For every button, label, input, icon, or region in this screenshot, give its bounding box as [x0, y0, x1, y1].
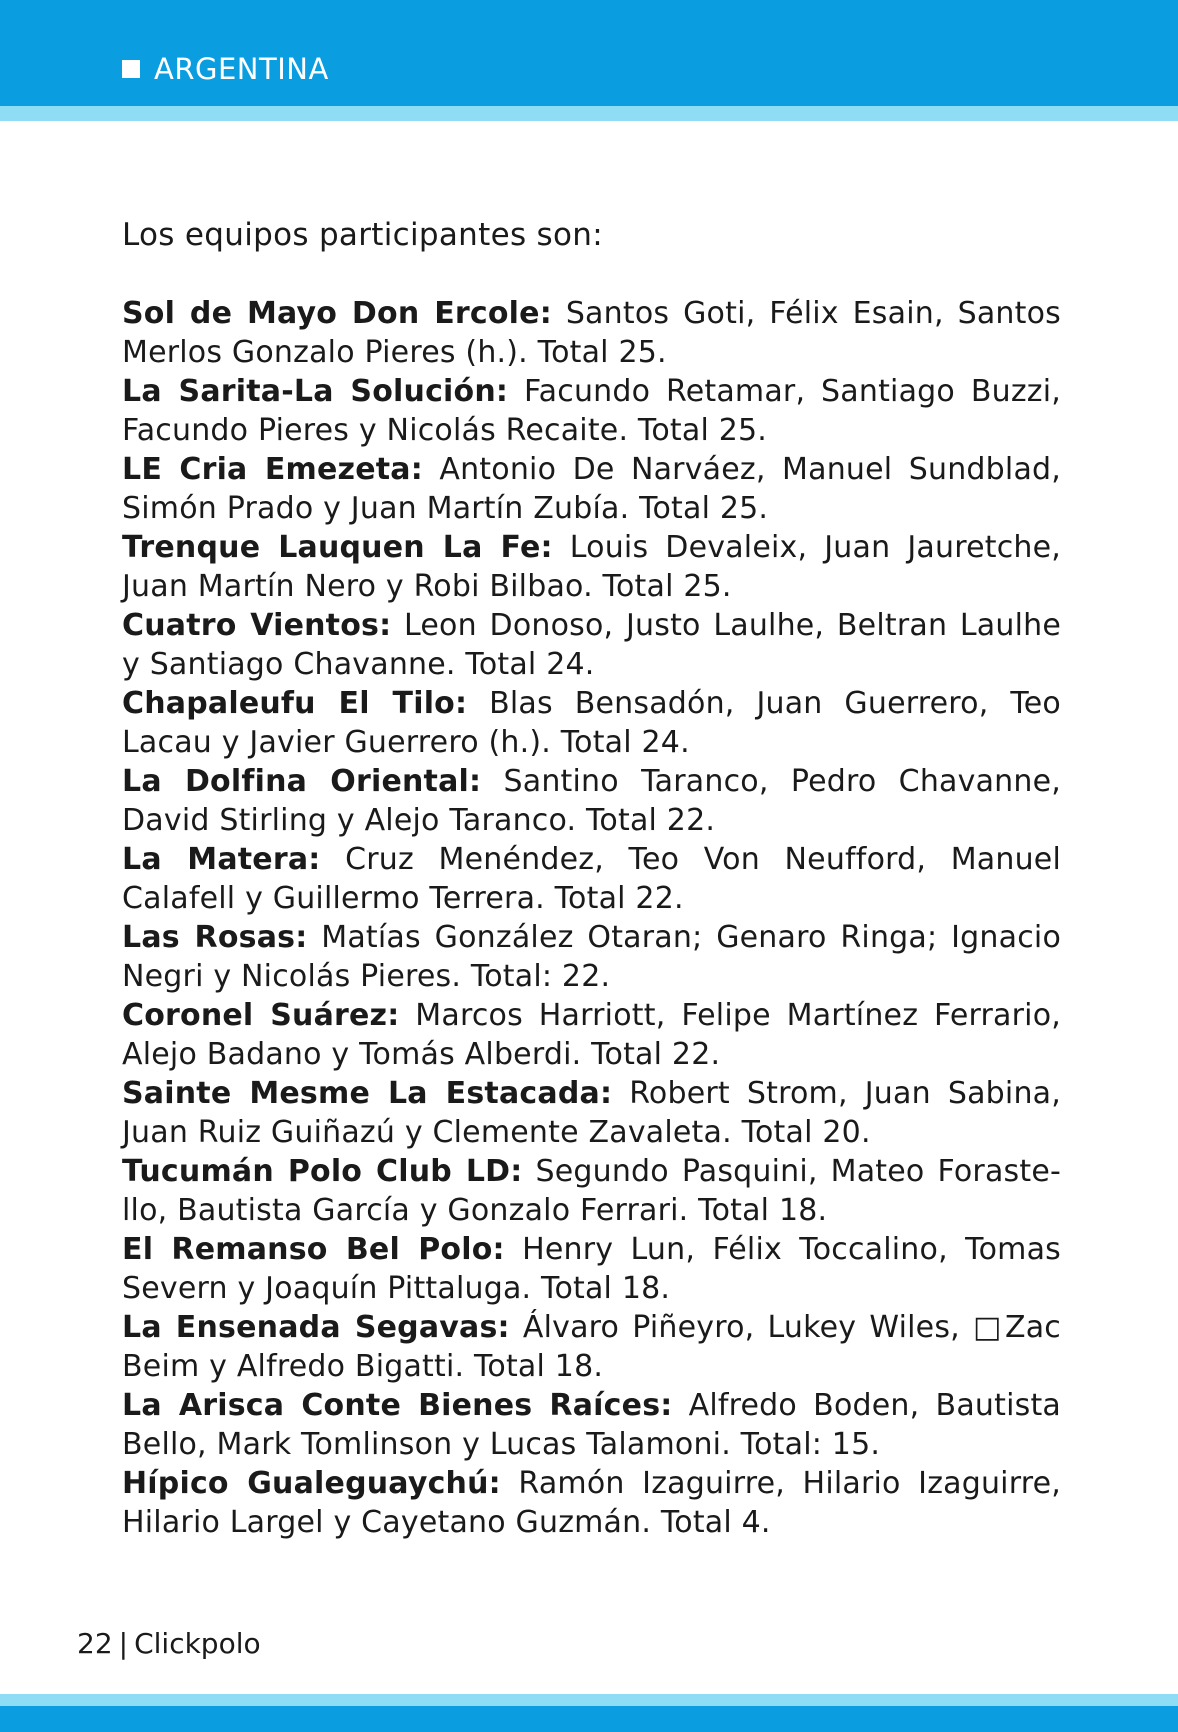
team-players: Matías González Otaran; Genaro Ringa; Ignacio Negri y Nicolás Pieres. [122, 920, 1061, 994]
team-name: Sainte Mesme La Estacada: [122, 1076, 613, 1111]
team-entry [122, 450, 1061, 528]
team-entry [122, 1308, 1061, 1386]
footer-stripe [0, 1694, 1178, 1706]
section-marker-square [122, 60, 140, 78]
team-name: Chapaleufu El Tilo: [122, 686, 468, 721]
article-body [122, 216, 1061, 1542]
intro-text: Los equipos participantes son: [122, 217, 603, 253]
team-players: Santino Taranco, Pedro Chavanne, David Stirling y Alejo Taranco. [122, 764, 1061, 838]
team-total: Total 25. [537, 335, 667, 370]
footer-separator: | [118, 1627, 129, 1660]
team-total: Total: 22. [470, 959, 611, 994]
team-players: Álvaro Piñeyro, Lukey Wiles, □Zac Beim y Alfredo Bigatti. [122, 1310, 1061, 1384]
team-name: Las Rosas: [122, 920, 308, 955]
team-players: Louis Devaleix, Juan Jauretche, Juan Martín Nero y Robi Bilbao. [122, 530, 1061, 604]
team-name: La Arisca Conte Bienes Raíces: [122, 1388, 673, 1423]
team-name: La Ensenada Segavas: [122, 1310, 510, 1345]
team-players: Robert Strom, Juan Sabina, Juan Ruiz Guiñazú y Clemente Zavaleta. [122, 1076, 1061, 1150]
team-entry [122, 372, 1061, 450]
team-entry [122, 996, 1061, 1074]
team-total: Total 18. [541, 1271, 671, 1306]
team-entry [122, 1074, 1061, 1152]
team-total: Total 18. [473, 1349, 604, 1384]
team-players: Henry Lun, Félix Toccalino, Tomas Severn y Joaquín Pittaluga. [122, 1232, 1061, 1306]
team-total: Total 25. [639, 491, 769, 526]
team-entry [122, 840, 1061, 918]
team-entry [122, 528, 1061, 606]
team-players: Marcos Harriott, Felipe Martínez Ferrario, Alejo Badano y Tomás Alberdi. [122, 998, 1061, 1072]
team-name: LE Cria Emezeta: [122, 452, 423, 487]
header-stripe [0, 106, 1178, 121]
team-players: Santos Goti, Félix Esain, Santos Merlos Gonzalo Pieres (h.). [122, 296, 1061, 370]
page-number: 22 [77, 1627, 113, 1660]
team-name: La Matera: [122, 842, 321, 877]
team-players: Cruz Menéndez, Teo Von Neufford, Manuel Calafell y Guillermo Terrera. [122, 842, 1061, 916]
team-players: Leon Donoso, Justo Laulhe, Beltran Laulhe y Santiago Chavanne. [122, 608, 1061, 682]
team-entry [122, 1386, 1061, 1464]
footer-band [0, 1706, 1178, 1732]
team-name: Tucumán Polo Club LD: [122, 1154, 523, 1189]
team-name: El Remanso Bel Polo: [122, 1232, 505, 1267]
publication-name: Clickpolo [134, 1627, 261, 1660]
team-entry [122, 1230, 1061, 1308]
team-total: Total 22. [591, 1037, 721, 1072]
team-name: La Dolfina Oriental: [122, 764, 482, 799]
team-players: Ramón Izaguirre, Hilario Izaguirre, Hilario Largel y Cayetano Guzmán. [122, 1466, 1061, 1540]
team-name: Cuatro Vientos: [122, 608, 392, 643]
team-total: Total: 15. [740, 1427, 881, 1462]
team-name: Sol de Mayo Don Ercole: [122, 296, 552, 331]
team-name: Coronel Suárez: [122, 998, 400, 1033]
page-footer [77, 1626, 261, 1662]
team-name: La Sarita-La Solución: [122, 374, 509, 409]
team-list [122, 294, 1061, 1542]
team-entry [122, 294, 1061, 372]
team-total: Total 22. [586, 803, 716, 838]
team-total: Total 25. [602, 569, 732, 604]
team-total: Total 4. [660, 1505, 771, 1540]
team-entry [122, 684, 1061, 762]
team-players: Alfredo Boden, Bautista Bello, Mark Tomlinson y Lucas Talamoni. [122, 1388, 1061, 1462]
section-title: ARGENTINA [154, 52, 329, 86]
team-players: Blas Bensadón, Juan Guerrero, Teo Lacau y Javier Guerrero (h.). [122, 686, 1061, 760]
team-name: Trenque Lauquen La Fe: [122, 530, 553, 565]
team-players: Facundo Retamar, Santiago Buzzi, Facundo Pieres y Nicolás Recaite. [122, 374, 1061, 448]
team-entry [122, 606, 1061, 684]
team-entry [122, 1152, 1061, 1230]
team-total: Total 24. [560, 725, 690, 760]
team-players: Antonio De Narváez, Manuel Sundblad, Simón Prado y Juan Martín Zubía. [122, 452, 1062, 526]
team-total: Total 20. [741, 1115, 871, 1150]
team-total: Total 24. [465, 647, 595, 682]
team-entry [122, 918, 1061, 996]
team-total: Total 25. [637, 413, 768, 448]
team-total: Total 22. [554, 881, 684, 916]
team-entry [122, 762, 1061, 840]
team-entry [122, 1464, 1061, 1542]
team-total: Total 18. [698, 1193, 828, 1228]
team-name: Hípico Gualeguaychú: [122, 1466, 501, 1501]
team-players: Segundo Pasquini, Mateo Foraste-llo, Bautista García y Gonzalo Ferrari. [122, 1154, 1061, 1228]
